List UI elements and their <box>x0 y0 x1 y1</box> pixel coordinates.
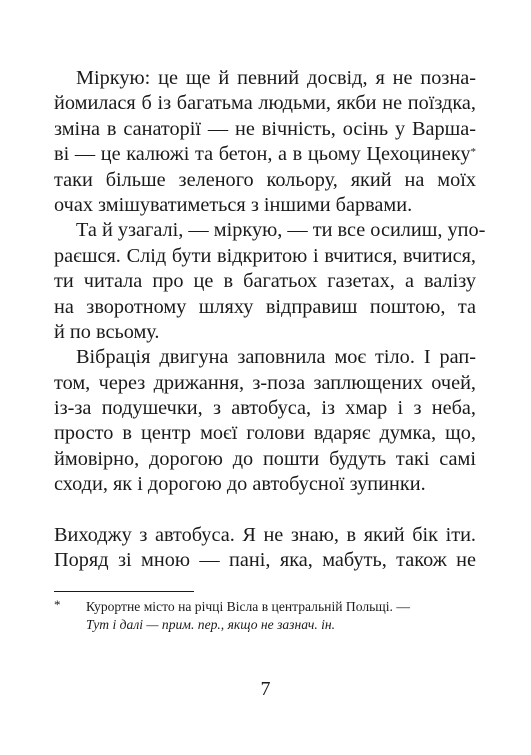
paragraph-gap <box>54 498 476 523</box>
footnote <box>54 598 476 634</box>
text-line: Міркую: це ще й певний досвід, я не позна- <box>76 67 476 89</box>
text-line: очах змішуватиметься з іншими барвами. <box>54 193 413 216</box>
text-line: раєшся. Слід бути відкритою і вчитися, вчитися, <box>54 244 476 267</box>
text-line: ві — це калюжі та бетон, а в цьому Цехоцинеку <box>54 143 471 166</box>
page-number: 7 <box>260 678 271 700</box>
text-line: ймовірно, дорогою до пошти будуть такі самі <box>54 447 476 470</box>
text-line: на зворотному шляху відправиш поштою, та <box>54 295 476 318</box>
footnote-divider <box>54 591 194 592</box>
text-line: таки більше зеленого кольору, який на моїх <box>54 168 476 191</box>
footnote-reference: * <box>470 146 476 159</box>
text-line-with-footnote <box>54 142 476 167</box>
text-line: Та й узагалі, — міркую, — ти все осилиш, упо- <box>76 219 486 242</box>
text-line: йомилася б із багатьма людьми, якби не поїздка, <box>54 92 476 115</box>
footnote-marker: * <box>54 597 61 612</box>
body-text <box>54 66 486 574</box>
text-line: із-за подушечки, з автобуса, із хмар і з неба, <box>54 397 476 420</box>
footnote-line: Курортне місто на річці Вісла в центральній Польщі. — <box>86 599 410 614</box>
text-line: й по всьому. <box>54 320 160 343</box>
text-line: сходи, як і дорогою до автобусної зупинки. <box>54 473 426 496</box>
text-line: Поряд зі мною — пані, яка, мабуть, також не <box>54 549 476 572</box>
text-line: ти читала про це в багатьох газетах, а валізу <box>54 270 476 293</box>
text-line: том, через дрижання, з-поза заплющених очей, <box>54 371 476 394</box>
footnote-line: Тут і далі — прим. пер., якщо не зазнач. ін. <box>86 617 336 632</box>
text-line: Вібрація двигуна заповнила моє тіло. І рап- <box>76 346 476 369</box>
text-line: просто в центр моєї голови вдаряє думка, що, <box>54 422 476 445</box>
text-line: зміна в санаторії — не вічність, осінь у Варша- <box>54 117 476 140</box>
text-line: Виходжу з автобуса. Я не знаю, в який бік іти. <box>54 524 476 547</box>
